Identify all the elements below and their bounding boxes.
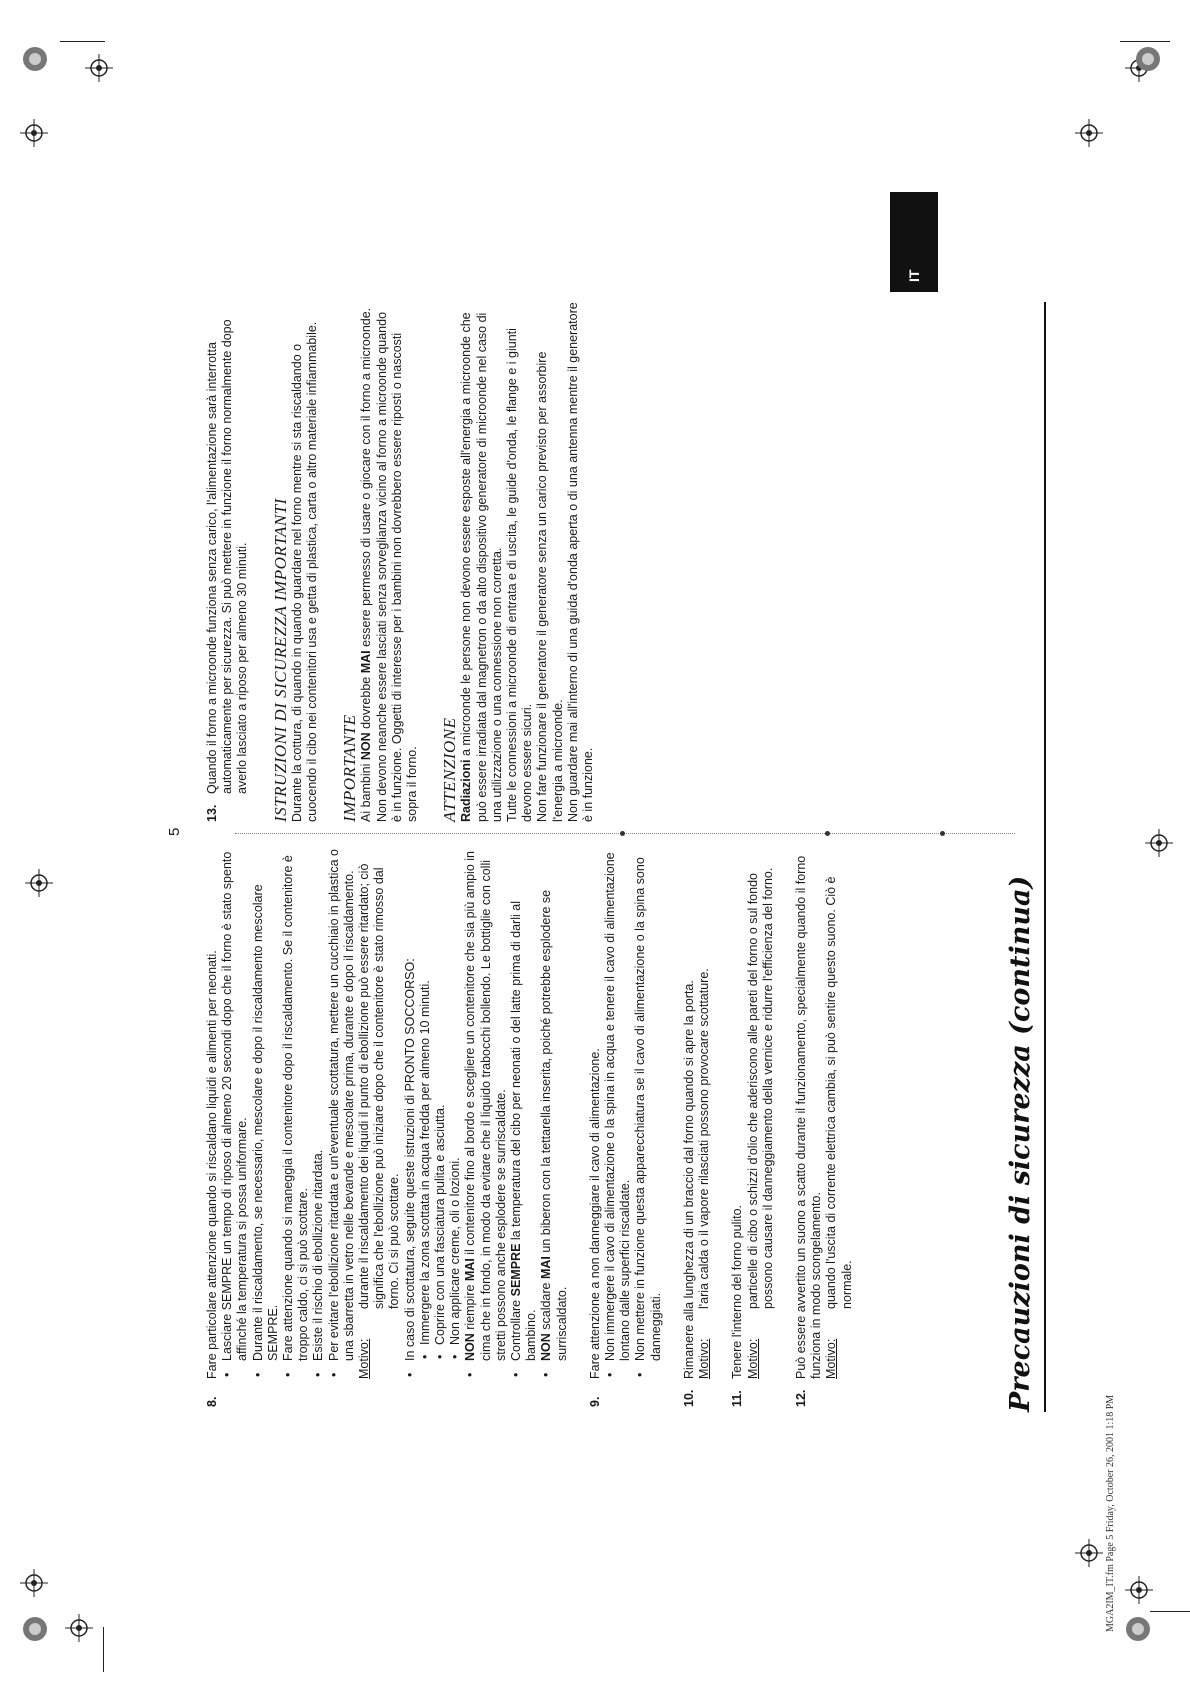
item-number: 10. bbox=[681, 1389, 696, 1407]
bullet-item: • Non immergere il cavo di alimentazione o la spina in acqua e tenere il cavo di alimentazione lontano dalle superfici riscaldate. bbox=[603, 847, 633, 1379]
item-11 bbox=[730, 847, 776, 1407]
section-text: Tutte le connessioni a microonde di entrata e di uscita, le guide d'onda, le flange e i giunti devono essere sicuri. bbox=[505, 328, 535, 822]
text: il contenitore fino al bordo e scegliere un contenitore che sia più ampio in cima che in fondo, in modo da evitare che il liquido trabocchi bollendo. Le bottiglie con colli stretti possono anche esplodere se surriscaldate. bbox=[463, 851, 508, 1361]
item-number: 9. bbox=[587, 1396, 602, 1407]
crop-line bbox=[1150, 1611, 1190, 1612]
text: la temperatura del cibo per neonati o del latte prima di darli al bambino. bbox=[509, 901, 539, 1361]
motivo-text: l'aria calda o il vapore rilasciati possono provocare scottature. bbox=[697, 968, 712, 1309]
bold-word: MAI bbox=[359, 650, 374, 674]
registration-mark-icon bbox=[1075, 1539, 1103, 1567]
section-heading-attenzione: ATTENZIONE bbox=[440, 717, 460, 822]
item-text: Quando il forno a microonde funziona senza carico, l'alimentazione sarà interrotta automaticamente per sicurezza. Si può mettere in funzione il forno normalmente dopo averlo lasciato a riposo per almeno 30 minuti. bbox=[205, 319, 250, 794]
bullet-item: • Lasciare SEMPRE un tempo di riposo di almeno 20 secondi dopo che il forno è stato spento affinché la temperatura si possa uniformare. bbox=[220, 847, 250, 1379]
sub-bullet-item: • Coprire con una fasciatura pulita e asciutta. bbox=[433, 847, 448, 1379]
color-starburst-mark-bottom-left bbox=[1125, 1616, 1151, 1642]
motivo-row bbox=[697, 847, 712, 1379]
print-header: MGA2IM_IT.fm Page 5 Friday, October 26, 2001 1:18 PM bbox=[1105, 1394, 1116, 1632]
motivo-text: quando l'uscita di corrente elettrica cambia, si può sentire questo suono. Ciò è normale. bbox=[824, 876, 854, 1309]
motivo-label: Motivo: bbox=[824, 1338, 839, 1379]
color-starburst-mark-top-right bbox=[22, 46, 48, 72]
bullet-item: • Per evitare l'ebollizione ritardata e un'eventuale scottatura, mettere un cucchiaio in plastica o una sbarretta in vetro nelle bevande e mescolare prima, durante e dopo il riscaldamento. bbox=[327, 847, 357, 1379]
text: un biberon con la tettarella inserita, poiché potrebbe esplodere se surriscaldato. bbox=[539, 889, 569, 1361]
registration-mark-icon bbox=[25, 869, 53, 897]
motivo-row bbox=[357, 847, 403, 1379]
language-tab: IT bbox=[890, 192, 938, 292]
registration-mark-icon bbox=[1075, 119, 1103, 147]
page-title: Precauzioni di sicurezza (continua) bbox=[1005, 875, 1036, 1412]
motivo-row bbox=[746, 847, 776, 1379]
motivo-label: Motivo: bbox=[745, 1338, 760, 1379]
bullet-item bbox=[509, 847, 539, 1379]
section-heading-importante: IMPORTANTE bbox=[340, 714, 360, 822]
item-intro: Fare particolare attenzione quando si riscaldano liquidi e alimenti per neonati. bbox=[205, 950, 219, 1379]
bullet-item: • Non mettere in funzione questa apparecchiatura se il cavo di alimentazione o la spina sono danneggiati. bbox=[633, 847, 663, 1379]
item-13 bbox=[205, 302, 251, 822]
bullet-item: • In caso di scottatura, seguite queste istruzioni di PRONTO SOCCORSO: bbox=[403, 847, 418, 1379]
item-intro: Può essere avvertito un suono a scatto durante il funzionamento, specialmente quando il forno funziona in modo scongelamento. bbox=[793, 855, 824, 1379]
text: Ai bambini bbox=[359, 760, 374, 822]
sub-bullet-item: • Non applicare creme, oli o lozioni. bbox=[448, 847, 463, 1379]
bullet-item: • Esiste il rischio di ebollizione ritardata. bbox=[311, 847, 326, 1379]
title-rule bbox=[1044, 302, 1046, 1412]
motivo-label: Motivo: bbox=[697, 1338, 712, 1379]
item-intro: Tenere l'interno del forno pulito. bbox=[730, 1204, 745, 1379]
text: a microonde le persone non devono essere esposte all'energia a microonde che può essere irradiata dal magnetron o da alto dispositivo generatore di microonde nel caso di una utilizzazione o una connessione non corretta. bbox=[459, 312, 504, 822]
registration-mark-icon bbox=[1145, 829, 1173, 857]
registration-mark-icon bbox=[65, 1614, 93, 1642]
bullet-item bbox=[539, 847, 569, 1379]
item-number: 11. bbox=[730, 1390, 745, 1407]
crop-line bbox=[60, 41, 105, 42]
text: dovrebbe bbox=[359, 673, 374, 733]
item-9 bbox=[588, 847, 664, 1407]
registration-mark-icon bbox=[1125, 1576, 1153, 1604]
registration-mark-icon bbox=[20, 119, 48, 147]
crop-line bbox=[103, 1627, 104, 1672]
text: scaldare bbox=[539, 1279, 554, 1334]
item-10 bbox=[682, 847, 712, 1407]
section-text: Non fare funzionare il generatore il generatore senza un carico previsto per assorbire l'energia a microonde. bbox=[535, 351, 565, 822]
bullet-item: • Durante il riscaldamento, se necessario, mescolare e dopo il riscaldamento mescolare SEMPRE. bbox=[251, 847, 281, 1379]
section-text bbox=[359, 302, 420, 822]
bold-word: NON bbox=[539, 1333, 554, 1361]
bold-word: NON bbox=[359, 732, 374, 761]
divider-dot bbox=[825, 831, 830, 836]
bold-word: Radiazioni bbox=[459, 759, 474, 822]
bold-word: SEMPRE bbox=[509, 1243, 524, 1297]
color-starburst-mark-bottom-right bbox=[1135, 46, 1161, 72]
motivo-text: durante il riscaldamento dei liquidi il punto di ebollizione può essere ritardato; ciò significa che l'ebollizione può iniziare dopo che il contenitore è stato rimosso dal forno. Ci si può scottare. bbox=[357, 863, 402, 1309]
bullet-item: • Fare attenzione quando si maneggia il contenitore dopo il riscaldamento. Se il contenitore è troppo caldo, ci si può scottare. bbox=[281, 847, 311, 1379]
item-number: 8. bbox=[205, 1396, 219, 1407]
item-number: 12. bbox=[793, 1389, 808, 1407]
registration-mark-icon bbox=[20, 1569, 48, 1597]
bold-word: MAI bbox=[539, 1256, 554, 1280]
section-heading-istruzioni: ISTRUZIONI DI SICUREZZA IMPORTANTI bbox=[270, 498, 290, 822]
section-text bbox=[459, 302, 505, 822]
text: riempire bbox=[463, 1281, 478, 1334]
section-text: Durante la cottura, di quando in quando guardare nel forno mentre si sta riscaldando o cuocendo il cibo nei contenitori usa e getta di plastica, carta o altro materiale infiammabile. bbox=[289, 321, 320, 822]
divider-dot bbox=[620, 831, 625, 836]
item-intro: Rimanere alla lunghezza di un braccio dal forno quando si apre la porta. bbox=[681, 980, 696, 1379]
motivo-text: particelle di cibo o schizzi d'olio che aderiscono alle pareti del forno o sul fondo possono causare il danneggiamento della vernice e ridurre l'efficienza del forno. bbox=[745, 867, 775, 1309]
item-12 bbox=[794, 847, 855, 1407]
crop-line bbox=[1120, 41, 1170, 42]
sub-bullet-item: • Immergere la zona scottata in acqua fredda per almeno 10 minuti. bbox=[418, 847, 433, 1379]
text: essere permesso di usare o giocare con il forno a microonde. Non devono neanche essere lasciati senza sorveglianza vicino al forno a microonde quando è in funzione. Oggetti di interesse per i bambini non dovrebbero essere riposti o nascosti sopra il forno. bbox=[359, 307, 420, 822]
divider-dot bbox=[940, 831, 945, 836]
page-number: 5 bbox=[166, 827, 183, 836]
bold-word: NON bbox=[463, 1333, 478, 1361]
bullet-item bbox=[463, 847, 509, 1379]
motivo-row bbox=[824, 847, 854, 1379]
bold-word: MAI bbox=[463, 1258, 478, 1282]
motivo-label: Motivo: bbox=[357, 1338, 372, 1379]
color-starburst-mark-top-left bbox=[22, 1616, 48, 1642]
column-divider bbox=[235, 832, 1015, 834]
registration-mark-icon bbox=[85, 54, 113, 82]
item-8 bbox=[205, 847, 570, 1407]
item-intro: Fare attenzione a non danneggiare il cavo di alimentazione. bbox=[587, 1048, 602, 1379]
item-number: 13. bbox=[205, 804, 219, 822]
text: Controllare bbox=[509, 1296, 524, 1361]
section-text: Non guardare mai all'interno di una guida d'onda aperta o di una antenna mentre il generatore è in funzione. bbox=[565, 302, 596, 822]
